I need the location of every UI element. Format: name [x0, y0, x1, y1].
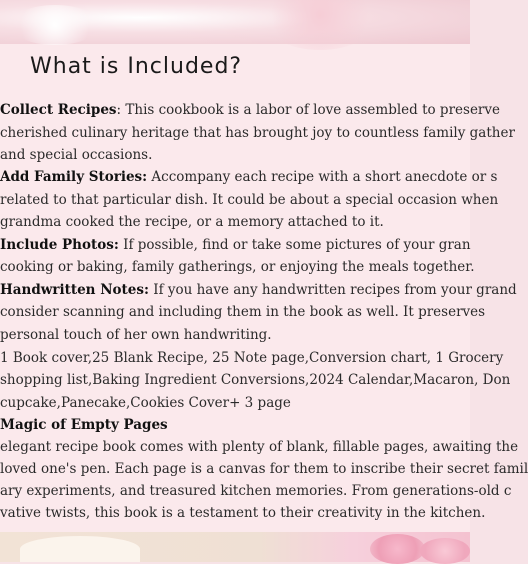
- include-photos-line-2: cooking or baking, family gatherings, or enjoying the meals together.: [0, 259, 475, 275]
- handwritten-notes-line-1: [0, 281, 517, 299]
- collect-recipes-line-2: cherished culinary heritage that has brought joy to countless family gather: [0, 125, 515, 141]
- contents-list-line-3: cupcake,Panecake,Cookies Cover+ 3 page: [0, 395, 291, 411]
- light-blur-decoration: [10, 5, 100, 45]
- magic-empty-pages-line-3: ary experiments, and treasured kitchen memories. From generations-old c: [0, 483, 512, 499]
- handwritten-notes-line-2: consider scanning and including them in the book as well. It preserves: [0, 304, 486, 320]
- top-decorative-banner: [0, 0, 470, 44]
- magic-empty-pages-heading-line: [0, 416, 168, 434]
- contents-list-line-1: 1 Book cover,25 Blank Recipe, 25 Note page,Conversion chart, 1 Grocery: [0, 350, 504, 366]
- page-title: What is Included?: [30, 54, 243, 79]
- magic-empty-pages-heading: Magic of Empty Pages: [0, 417, 168, 433]
- handwritten-notes-line-3: personal touch of her own handwriting.: [0, 327, 272, 343]
- magic-empty-pages-line-2: loved one's pen. Each page is a canvas for them to inscribe their secret famil: [0, 461, 528, 477]
- include-photos-heading: Include Photos:: [0, 237, 119, 253]
- include-photos-line-1: [0, 236, 471, 254]
- bottom-decorative-banner: [0, 532, 470, 562]
- pink-rose-decoration-2: [420, 538, 470, 564]
- family-stories-heading: Add Family Stories:: [0, 169, 148, 185]
- pink-flower-decoration: [260, 0, 380, 50]
- collect-recipes-line-1: [0, 101, 500, 119]
- cake-decoration: [20, 536, 140, 562]
- contents-list-line-2: shopping list,Baking Ingredient Conversions,2024 Calendar,Macaron, Don: [0, 372, 511, 388]
- collect-recipes-heading: Collect Recipes: [0, 102, 117, 118]
- family-stories-line-3: grandma cooked the recipe, or a memory attached to it.: [0, 214, 384, 230]
- magic-empty-pages-line-4: vative twists, this book is a testament to their creativity in the kitchen.: [0, 505, 486, 521]
- include-photos-text: If possible, find or take some pictures of your gran: [118, 237, 471, 253]
- collect-recipes-line-3: and special occasions.: [0, 147, 153, 163]
- collect-recipes-text: : This cookbook is a labor of love assembled to preserve: [116, 102, 501, 118]
- handwritten-notes-text: If you have any handwritten recipes from your grand: [148, 282, 517, 298]
- family-stories-text: Accompany each recipe with a short anecdote or s: [147, 169, 498, 185]
- magic-empty-pages-line-1: elegant recipe book comes with plenty of blank, fillable pages, awaiting the: [0, 439, 519, 455]
- handwritten-notes-heading: Handwritten Notes:: [0, 282, 149, 298]
- pink-rose-decoration: [370, 534, 425, 564]
- family-stories-line-1: [0, 168, 497, 186]
- family-stories-line-2: related to that particular dish. It could be about a special occasion when: [0, 192, 499, 208]
